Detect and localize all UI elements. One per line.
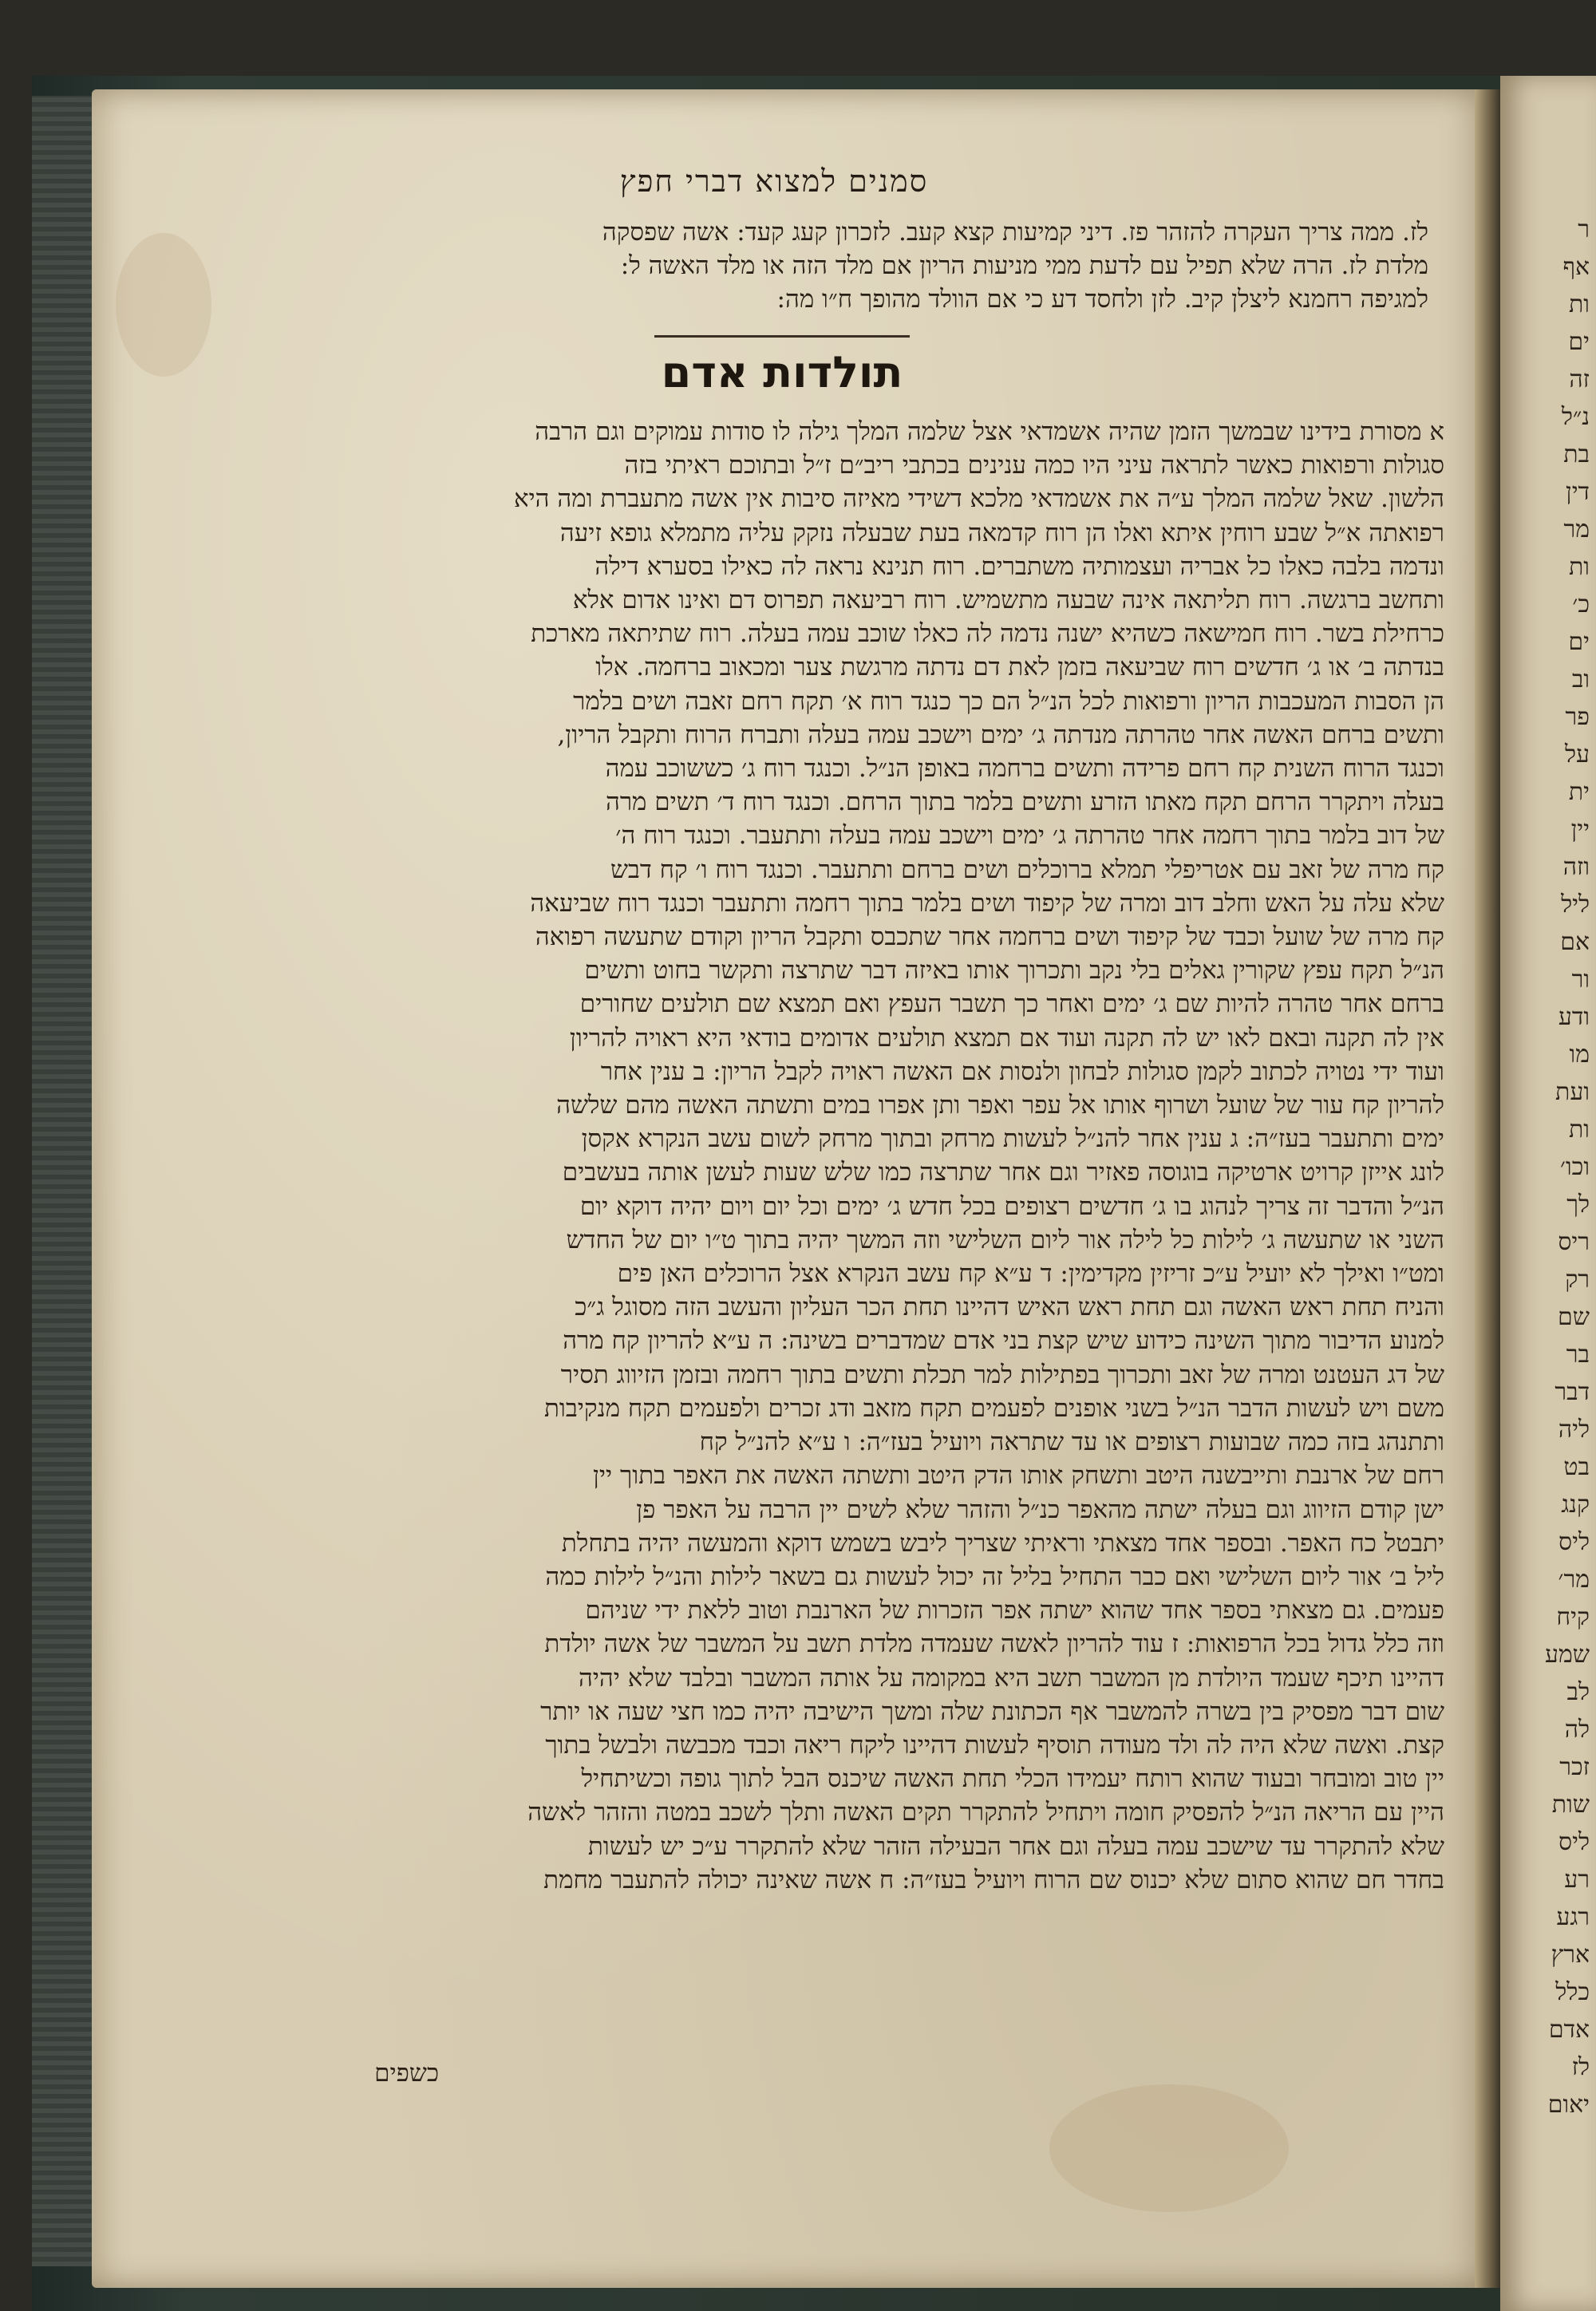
body-line: קצת. ואשה שלא היה לה ולד מעודה תוסיף לעשות דהיינו ליקח ריאה וכבד מכבשה ולבשל בתוך: [545, 1730, 1444, 1760]
body-line: אין לה תקנה ובאם לאו יש לה תקנה ועוד אם תמצא תולעים אדומים בודאי היא ראויה להריון: [569, 1023, 1444, 1053]
body-line: וזה כלל גדול בכל הרפואות: ז עוד להריון לאשה שעמדה מלדת תשב על המשבר של אשה יולדת: [544, 1630, 1444, 1659]
next-page-fragment: ארץ: [1551, 1941, 1590, 1969]
next-page-fragment: וב: [1571, 666, 1590, 693]
body-line: פעמים. גם מצאתי בספר אחד שהוא ישתה אפר הזכרות של הארנבת וטוב ללאת ידי שניהם: [585, 1596, 1444, 1626]
next-page-fragment: ליה: [1558, 1416, 1590, 1444]
body-line: א מסורת בידינו שבמשך הזמן שהיה אשמדאי אצל שלמה המלך גילה לו סודות עמוקים וגם הרבה: [535, 417, 1444, 446]
next-page-fragment: ות: [1569, 290, 1590, 318]
next-page-fragment: מר: [1563, 516, 1590, 543]
body-line: וכנגד הרוח השנית קח רחם פרידה ותשים ברחמה באופן הנ״ל. וכנגד רוח ג׳ כששוכב עמה: [605, 754, 1444, 784]
intro-line: לז. ממה צריך העקרה להזהר פז. דיני קמיעות קצא קעב. לזכרון קעג קעד: אשה שפסקה: [602, 218, 1428, 247]
next-page-fragment: כלל: [1555, 1978, 1590, 2006]
body-line: דהיינו תיכף שעמד היולדת מן המשבר תשב היא במקומה על אותה המשבר ובלבד שלא יהיה: [578, 1663, 1444, 1693]
body-line: של דוב בלמר בתוך רחמה אחר טהרתה ג׳ ימים וישכב עמה בעלה ותתעבר. וכנגד רוח ה׳: [615, 821, 1444, 851]
next-page-fragment: ות: [1569, 553, 1590, 581]
body-line: בנדתה ב׳ או ג׳ חדשים רוח שביעאה בזמן לאת דם נדתה מרגשת צער ומכאוב ברחמה. אלו: [595, 653, 1444, 682]
body-line: קח מרה של זאב עם אטריפלי תמלא ברוכלים ושים ברחם ותתעבר. וכנגד רוח ו׳ קח דבש: [610, 855, 1444, 884]
next-page-fragment: ים: [1568, 328, 1590, 356]
body-text: [231, 415, 1444, 1897]
next-page-fragment: ית: [1568, 778, 1590, 806]
next-page-fragment: אם: [1560, 928, 1590, 956]
body-line: בחדר חם שהוא סתום שלא יכנוס שם הרוח ויועיל בעז״ה: ח אשה שאינה יכולה להתעבר מחמת: [543, 1865, 1444, 1894]
catchword: כשפים: [374, 2059, 439, 2088]
intro-line: מלדת לז. הרה שלא תפיל עם לדעת ממי מניעות הריון אם מלד הזה או מלד האשה ל:: [620, 251, 1428, 280]
next-page-fragment: ליס: [1558, 1528, 1590, 1556]
next-page-fragment: רק: [1565, 1266, 1590, 1294]
body-line: לונג אייזן קרויט ארטיקה בוגוסה פאזיר וגם אחר שתרצה כמו שלש שעות לעשן אותה בעשבים: [562, 1158, 1444, 1187]
next-page-fragment: לה: [1564, 1716, 1590, 1744]
next-page-fragment: ליס: [1558, 1828, 1590, 1856]
running-header: סמנים למצוא דברי חפץ: [619, 164, 929, 199]
next-page-fragment: שם: [1558, 1303, 1590, 1331]
next-page-fragment: דבר: [1555, 1378, 1590, 1406]
body-line: ישן קודם הזיווג וגם בעלה ישתה מהאפר כנ״ל והזהר שלא לשים יין הרבה על האפר פן: [636, 1495, 1444, 1524]
next-page-fragment: בר: [1566, 1341, 1590, 1369]
next-page-fragment: ר: [1578, 215, 1590, 243]
body-line: למנוע הדיבור מתוך השינה כידוע שיש קצת בני אדם שמדברים בשינה: ה ע״א להריון קח מרה: [563, 1326, 1444, 1356]
body-line: כרחילת בשר. רוח חמישאה כשהיא ישנה נדמה לה כאלו שוכב עמה בעלה. רוח שתיתאה מארכת: [531, 619, 1444, 649]
body-line: הנ״ל תקח עפץ שקורין גאלים בלי נקב ותכרוך אותו באיזה דבר שתרצה ותקשר בחוט ותשים: [584, 956, 1444, 986]
next-page-fragment: ות: [1569, 1116, 1590, 1144]
page-stain: [116, 233, 211, 377]
body-line: ימים ותתעבר בעז״ה: ג ענין אחר להנ״ל לעשות מרחק ובתוך מרחק לשום עשב הנקרא אקסן: [581, 1124, 1444, 1154]
body-line: שום דבר מפסיק בין בשרה להמשבר אף הכתונת שלה ומשך הישיבה יהיה כמו חצי שעה או יותר: [540, 1697, 1444, 1726]
next-page-fragment: מר׳: [1558, 1566, 1590, 1594]
next-page-fragment: בט: [1563, 1453, 1590, 1481]
body-line: הן הסבות המעכבות הריון ורפואות לכל הנ״ל הם כך כנגד רוח א׳ תקח רחם זאבה ושים בלמר: [573, 686, 1444, 716]
next-page-fragment: שות: [1551, 1791, 1590, 1819]
body-line: היין עם הריאה הנ״ל להפסיק חומה ויתחיל להתקרר תקים האשה ותלך לשכב במטה והזהר לאשה: [527, 1798, 1444, 1827]
body-line: קח מרה של שועל וכבד של קיפוד ושים ברחמה אחר שתכבס ותקבל הריון וקודם שתעשה רפואה: [535, 922, 1444, 952]
next-page-fragment: רע: [1564, 1866, 1590, 1894]
next-page-fragment: מו: [1569, 1041, 1590, 1069]
page-stain: [1049, 2084, 1289, 2212]
next-page-fragment: ועת: [1555, 1078, 1590, 1106]
next-page-fragment: יין: [1570, 816, 1590, 843]
book-spine: [32, 96, 96, 2266]
body-line: משם ויש לעשות הדבר הנ״ל בשני אופנים לפעמים תקח מזאב ודג זכרים ולפעמים תקח מנקיבות: [544, 1393, 1444, 1423]
next-page-fragment: יאום: [1547, 2091, 1590, 2119]
body-line: השני או שתעשה ג׳ לילות כל לילה אור ליום השלישי וזה המשך יהיה בתוך ט״ו יום של החדש: [566, 1225, 1444, 1254]
body-line: בעלה ויתקרר הרחם תקח מאתו הזרע ותשים בלמר בתוך הרחם. וכנגד רוח ד׳ תשים מרה: [606, 788, 1444, 817]
next-page-fragment: ליל: [1561, 891, 1590, 918]
next-page-fragment: שמע: [1544, 1641, 1590, 1669]
body-line: ברחם אחר טהרה להיות שם ג׳ ימים ואחר כך תשבר העפץ ואם תמצא שם תולעים שחורים: [579, 990, 1444, 1019]
next-page-fragment: לז: [1571, 2053, 1590, 2081]
next-page-fragment: זכר: [1559, 1753, 1590, 1781]
body-line: ותשים ברחם האשה אחר טהרתה מנדתה ג׳ ימים וישכב עמה בעלה ותברח הרוח ותקבל הריון,: [557, 720, 1444, 749]
next-page-fragment: נ״ל: [1561, 403, 1590, 431]
intro-line: למגיפה רחמנא ליצלן קיב. לזן ולחסד דע כי אם הוולד מהופך ח״ו מה:: [776, 285, 1428, 314]
page-gutter: [1475, 89, 1500, 2288]
next-page-fragment: כ׳: [1572, 591, 1590, 618]
body-line: הלשון. שאל שלמה המלך ע״ה את אשמדאי מלכא דשידי מאיזה סיבות אין אשה מתעברת ומה היא: [513, 484, 1444, 514]
next-page-fragment: אדם: [1548, 2016, 1590, 2044]
body-line: רחם של ארנבת ותייבשנה היטב ותשחק אותו הדק היטב ותשתה האשה את האפר בתוך יין: [593, 1461, 1444, 1491]
body-line: יתבטל כח האפר. ובספר אחד מצאתי וראיתי שצריך ליבש בשמש דוקא והמעשה יהיה בתחלת: [561, 1528, 1444, 1558]
body-line: שלא עלה על האש וחלב דוב ומרה של קיפוד ושים בלמר בתוך רחמה ותתעבר וכנגד רוח שביעאה: [530, 888, 1444, 918]
next-page-fragment: ריס: [1558, 1228, 1590, 1256]
next-page-fragment: קנג: [1561, 1491, 1590, 1519]
body-line: של דג העטנט ומרה של זאב ותכרוך בפתילות למר תכלת ותשים בתוך רחמה ובזמן הזיווג תסיר: [560, 1360, 1444, 1389]
body-line: שלא להתקרר עד שישכב עמה בעלה וגם אחר הבעילה הזהר שלא להתקרר ע״כ יש לעשות: [587, 1831, 1444, 1861]
next-page-fragment: ים: [1568, 628, 1590, 656]
next-page-fragment: רגע: [1556, 1903, 1590, 1931]
next-page-fragment: זה: [1569, 365, 1590, 393]
next-page-fragment: וזה: [1562, 853, 1590, 881]
body-line: והניח תחת ראש האשה וגם תחת ראש האיש דהיינו תחת הכר העליון והעשב הזה מסוגל ג״כ: [575, 1293, 1444, 1322]
section-title: תולדות אדם: [661, 347, 903, 397]
index-intro: [215, 215, 1428, 316]
next-page-fragment: ור: [1571, 966, 1590, 994]
next-page-fragment: בת: [1563, 440, 1590, 468]
body-line: להריון קח עור של שועל ושרוף אותו אל עפר ואפר ותן אפרו במים ותשתה האשה מהם שלשה: [556, 1091, 1444, 1120]
body-line: רפואתה א״ל שבע רוחין איתא ואלו הן רוח קדמאה בעת שבעלה נזקק עליה מתמלא גופא זיעה: [559, 518, 1444, 547]
next-page-fragment: על: [1564, 741, 1590, 768]
section-divider: [654, 335, 910, 338]
body-line: יין טוב ומובחר ובעוד שהוא רותח יעמידו הכלי תחת האשה שיכנס הבל לתוך גופה וכשיתחיל: [581, 1764, 1444, 1794]
body-line: ותתנהג בזה כמה שבועות רצופים או עד שתראה ויועיל בעז״ה: ו ע״א להנ״ל קח: [699, 1428, 1444, 1457]
next-page-edge: [1500, 76, 1596, 2311]
next-page-fragment: לך: [1566, 1191, 1590, 1219]
next-page-fragment: פר: [1565, 703, 1590, 731]
body-line: ותחשב ברגשה. רוח תליתאה אינה שבעה מתשמיש. רוח רביעאה תפרוס דם ואינו אדום אלא: [572, 586, 1444, 615]
body-line: ליל ב׳ אור ליום השלישי ואם כבר התחיל בליל זה יכול לעשות גם בשאר לילות והנ״ל לילות כמה: [545, 1562, 1444, 1591]
body-line: סגולות ורפואות כאשר לתראה עיני היו כמה ענינים בכתבי ריב״ם ז״ל ובתוכם ראיתי בזה: [624, 451, 1444, 480]
body-line: הנ״ל והדבר זה צריך לנהוג בו ג׳ חדשים רצופים בכל חדש ג׳ ימים וכל יום ויום יהיה דוקא יום: [579, 1191, 1444, 1221]
body-line: ונדמה בלבה כאלו כל אבריה ועצמותיה משתברים. רוח תנינא נראה לה כאילו בסערא דילה: [595, 551, 1444, 581]
next-page-fragment: וכו׳: [1560, 1153, 1590, 1181]
next-page-fragment: אף: [1562, 253, 1590, 281]
next-page-fragment: דין: [1566, 478, 1590, 506]
body-line: ועוד ידי נטויה לכתוב לקמן סגולות לבחון ולנסות אם האשה ראויה לקבל הריון: ב ענין אחר: [600, 1057, 1444, 1086]
next-page-fragment: קיח: [1556, 1603, 1590, 1631]
next-page-fragment: ודע: [1558, 1003, 1590, 1031]
next-page-fragment: לב: [1566, 1678, 1590, 1706]
body-line: ומט״ו ואילך לא יועיל ע״כ זריזין מקדימין: ד ע״א קח עשב הנקרא אצל הרוכלים האן פים: [617, 1259, 1444, 1289]
